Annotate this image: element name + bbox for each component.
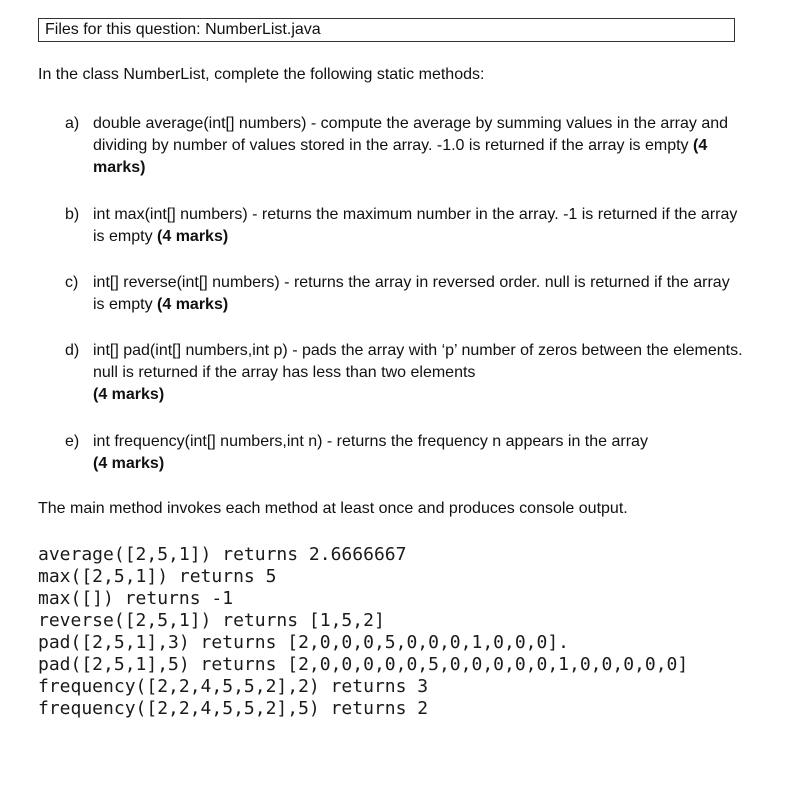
item-text: int frequency(int[] numbers,int n) - returns the frequency n appears in the array bbox=[93, 433, 648, 450]
item-label: d) bbox=[65, 342, 80, 359]
item-marks: (4 marks) bbox=[93, 455, 165, 472]
main-method-note: The main method invokes each method at least once and produces console output. bbox=[38, 500, 628, 517]
console-line: max([2,5,1]) returns 5 bbox=[38, 566, 277, 587]
question-item-e bbox=[65, 431, 745, 475]
item-label: a) bbox=[65, 115, 80, 132]
console-line: pad([2,5,1],5) returns [2,0,0,0,0,0,5,0,0,0,0,0,1,0,0,0,0,0] bbox=[38, 654, 689, 675]
item-marks: (4 marks) bbox=[157, 228, 229, 245]
item-marks: (4 marks) bbox=[93, 137, 708, 176]
item-marks: (4 marks) bbox=[157, 296, 229, 313]
item-text: int[] reverse(int[] numbers) - returns the array in reversed order. null is returned if the array is empty bbox=[93, 274, 730, 313]
item-label: c) bbox=[65, 274, 79, 291]
files-label: Files for this question: NumberList.java bbox=[45, 21, 321, 38]
item-body bbox=[93, 272, 745, 316]
console-line: pad([2,5,1],3) returns [2,0,0,0,5,0,0,0,1,0,0,0]. bbox=[38, 632, 570, 653]
item-marks: (4 marks) bbox=[93, 386, 165, 403]
question-item-b bbox=[65, 204, 745, 248]
question-item-a bbox=[65, 113, 745, 179]
item-body bbox=[93, 113, 745, 179]
item-body bbox=[93, 204, 745, 248]
item-body bbox=[93, 431, 745, 475]
console-line: frequency([2,2,4,5,5,2],5) returns 2 bbox=[38, 698, 429, 719]
console-line: reverse([2,5,1]) returns [1,5,2] bbox=[38, 610, 385, 631]
question-item-d bbox=[65, 340, 745, 406]
files-box bbox=[38, 18, 735, 42]
intro-text: In the class NumberList, complete the following static methods: bbox=[38, 66, 485, 83]
console-line: max([]) returns -1 bbox=[38, 588, 234, 609]
console-line: average([2,5,1]) returns 2.6666667 bbox=[38, 544, 407, 565]
item-text: double average(int[] numbers) - compute the average by summing values in the array and dividing by number of values stored in the array. -1.0 is returned if the array is empty bbox=[93, 115, 729, 154]
console-output bbox=[38, 544, 688, 720]
item-label: b) bbox=[65, 206, 80, 223]
item-text: int[] pad(int[] numbers,int p) - pads the array with ‘p’ number of zeros between the elements. null is returned if the array has less than two elements bbox=[93, 342, 743, 381]
console-line: frequency([2,2,4,5,5,2],2) returns 3 bbox=[38, 676, 429, 697]
item-text: int max(int[] numbers) - returns the maximum number in the array. -1 is returned if the array is empty bbox=[93, 206, 738, 245]
item-label: e) bbox=[65, 433, 80, 450]
item-body bbox=[93, 340, 745, 406]
question-item-c bbox=[65, 272, 745, 316]
